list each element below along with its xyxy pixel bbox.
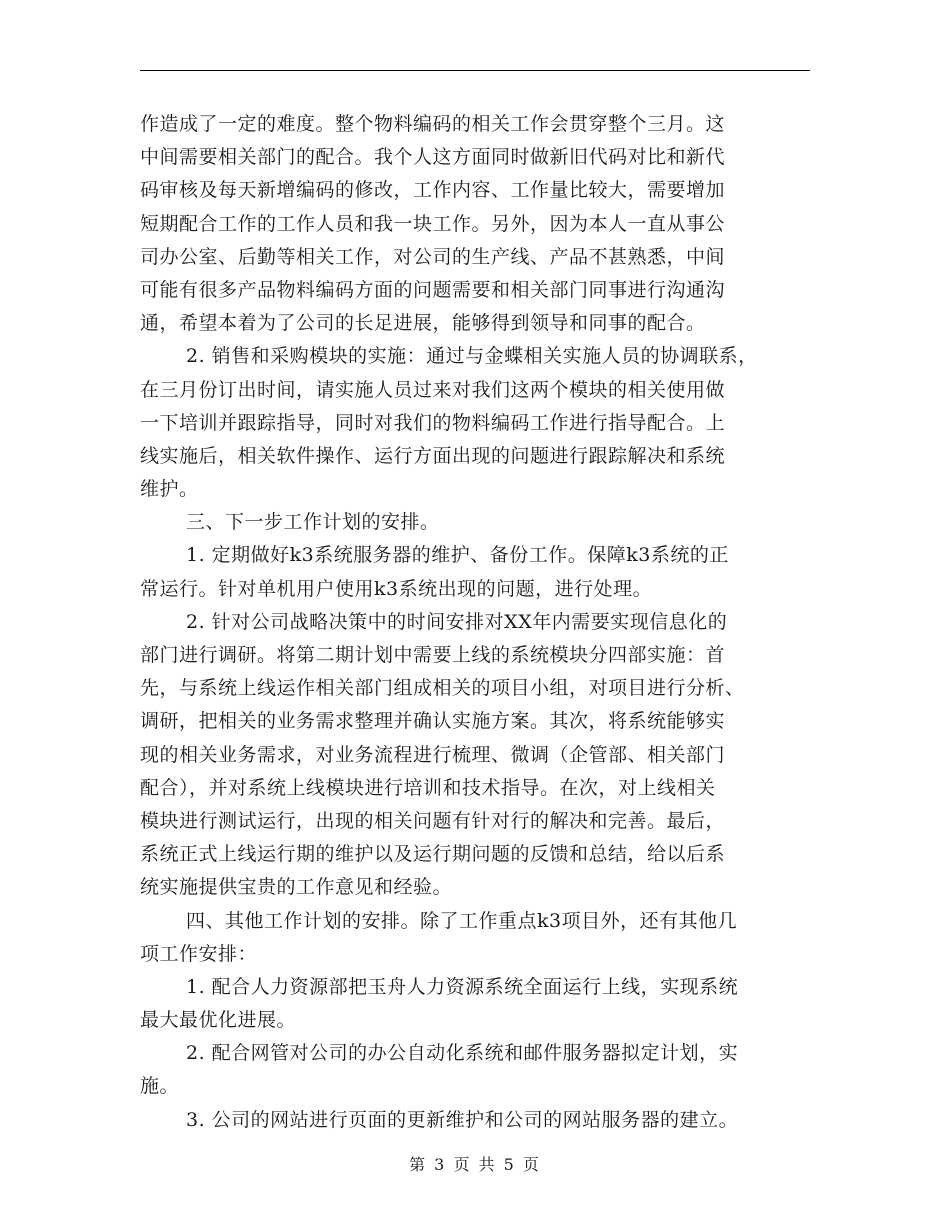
document-body <box>140 108 820 1137</box>
section-heading: 四、其他工作计划的安排。除了工作重点k3项目外，还有其他几 <box>186 909 738 932</box>
page-number: 第 3 页 共 5 页 <box>409 1155 541 1174</box>
text-line: 短期配合工作的工作人员和我一块工作。另外，因为本人一直从事公 <box>140 212 726 235</box>
text-line: 可能有很多产品物料编码方面的问题需要和相关部门同事进行沟通沟 <box>140 278 726 301</box>
text-line: 最大最优化进展。 <box>140 1009 297 1032</box>
text-line: 常运行。针对单机用户使用k3系统出现的问题，进行处理。 <box>140 577 653 600</box>
text-line: 1. 定期做好k3系统服务器的维护、备份工作。保障k3系统的正 <box>186 544 729 567</box>
text-line: 统实施提供宝贵的工作意见和经验。 <box>140 876 453 899</box>
text-line: 施。 <box>140 1075 180 1098</box>
section-heading: 三、下一步工作计划的安排。 <box>186 511 440 534</box>
text-line: 现的相关业务需求，对业务流程进行梳理、微调（企管部、相关部门 <box>140 743 726 766</box>
text-line: 项工作安排： <box>140 942 258 965</box>
header-rule <box>140 70 810 71</box>
text-line: 作造成了一定的难度。整个物料编码的相关工作会贯穿整个三月。这 <box>140 113 726 135</box>
text-line: 线实施后，相关软件操作、运行方面出现的问题进行跟踪解决和系统 <box>140 444 726 467</box>
text-line: 司办公室、后勤等相关工作，对公司的生产线、产品不甚熟悉，中间 <box>140 245 726 268</box>
text-line: 通，希望本着为了公司的长足进展，能够得到领导和同事的配合。 <box>140 312 706 335</box>
text-line: 一下培训并跟踪指导，同时对我们的物料编码工作进行指导配合。上 <box>140 411 726 434</box>
text-line: 在三月份订出时间，请实施人员过来对我们这两个模块的相关使用做 <box>140 378 726 401</box>
text-line: 配合），并对系统上线模块进行培训和技术指导。在次，对上线相关 <box>140 776 716 799</box>
text-line: 1. 配合人力资源部把玉舟人力资源系统全面运行上线，实现系统 <box>186 975 739 998</box>
text-line: 模块进行测试运行，出现的相关问题有针对行的解决和完善。最后， <box>140 809 726 832</box>
text-line: 码审核及每天新增编码的修改，工作内容、工作量比较大，需要增加 <box>140 179 726 202</box>
text-line: 先，与系统上线运作相关部门组成相关的项目小组，对项目进行分析、 <box>140 677 745 700</box>
text-line: 调研，把相关的业务需求整理并确认实施方案。其次，将系统能够实 <box>140 710 726 733</box>
text-line: 维护。 <box>140 478 199 501</box>
text-line: 2. 配合网管对公司的办公自动化系统和邮件服务器拟定计划，实 <box>186 1042 739 1065</box>
text-line: 系统正式上线运行期的维护以及运行期问题的反馈和总结，给以后系 <box>140 843 726 866</box>
text-line: 3. 公司的网站进行页面的更新维护和公司的网站服务器的建立。 <box>186 1108 739 1131</box>
text-line: 2. 销售和采购模块的实施：通过与金蝶相关实施人员的协调联系， <box>186 345 758 368</box>
text-line: 中间需要相关部门的配合。我个人这方面同时做新旧代码对比和新代 <box>140 146 726 169</box>
text-line: 2. 针对公司战略决策中的时间安排对XX年内需要实现信息化的 <box>186 610 728 633</box>
text-line: 部门进行调研。将第二期计划中需要上线的系统模块分四部实施：首 <box>140 644 726 666</box>
